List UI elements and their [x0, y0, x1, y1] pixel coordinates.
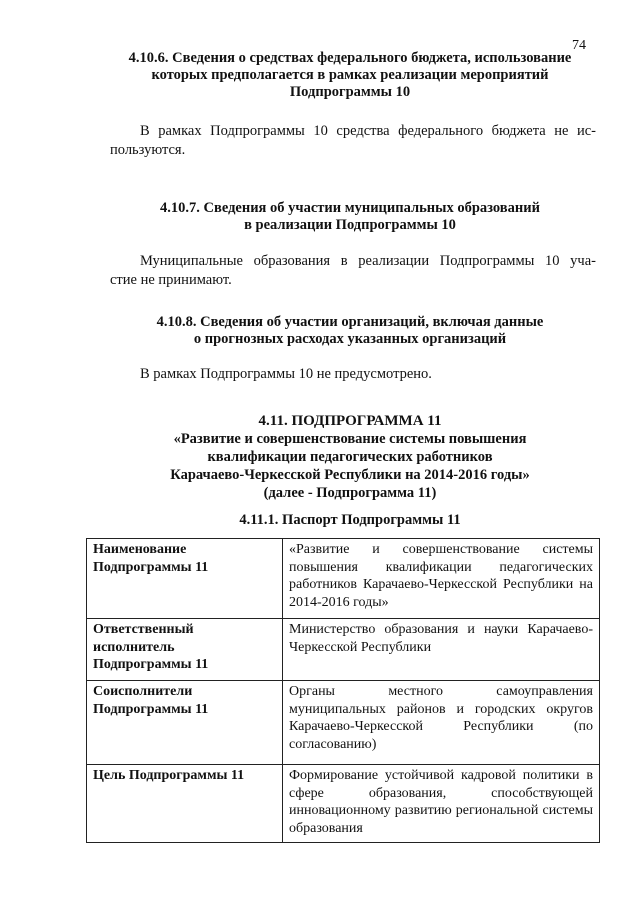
paragraph-line: Муниципальные образования в реализации Подпрограммы 10 уча- — [140, 253, 596, 269]
row-value: Министерство образования и науки Карачаево-Черкесской Республики — [283, 619, 600, 681]
subprogram-11-title-block — [110, 412, 590, 502]
row-label — [87, 765, 283, 843]
row-value: Органы местного самоуправления муниципальных районов и городских округов Карачаево-Черкесской Республики (по согласованию) — [283, 681, 600, 765]
section-4-10-8-text — [110, 365, 596, 384]
section-4-10-6-text — [110, 122, 596, 160]
label-line: Цель Подпрограммы 11 — [93, 768, 245, 783]
row-value: Формирование устойчивой кадровой политики в сфере образования, способствующей инновационному развитию региональной системы образования — [283, 765, 600, 843]
subprogram-subtitle-line: (далее - Подпрограмма 11) — [263, 485, 437, 501]
label-line: Подпрограммы 11 — [93, 559, 209, 575]
heading-line: 4.10.6. Сведения о средствах федерального бюджета, использование — [128, 50, 572, 66]
paragraph-line: пользуются. — [110, 142, 186, 158]
table-row — [87, 539, 600, 619]
section-4-10-8-heading — [110, 314, 590, 348]
heading-line: 4.10.8. Сведения об участии организаций, включая данные — [156, 314, 544, 330]
subprogram-subtitle-line: «Развитие и совершенствование системы повышения — [173, 431, 527, 447]
row-value: «Развитие и совершенствование системы повышения квалификации педагогических работников Карачаево-Черкесской Республики на 2014-2016 годы» — [283, 539, 600, 619]
passport-table — [86, 538, 600, 843]
label-line: Ответственный — [93, 622, 194, 637]
subprogram-subtitle-line: квалификации педагогических работников — [207, 449, 493, 465]
label-line: исполнитель — [93, 639, 175, 655]
heading-line: 4.10.7. Сведения об участии муниципальных образований — [160, 200, 540, 216]
paragraph-line: стие не принимают. — [110, 272, 232, 288]
row-label — [87, 539, 283, 619]
page-number: 74 — [572, 38, 586, 53]
label-line: Соисполнители — [93, 684, 193, 699]
section-4-10-7-text — [110, 252, 596, 290]
heading-line: в реализации Подпрограммы 10 — [244, 217, 456, 233]
row-label — [87, 619, 283, 681]
label-line: Подпрограммы 11 — [93, 701, 209, 717]
table-row — [87, 765, 600, 843]
paragraph-line: В рамках Подпрограммы 10 не предусмотрено. — [140, 366, 432, 382]
table-row — [87, 681, 600, 765]
section-4-10-7-heading — [110, 200, 590, 234]
paragraph-line: В рамках Подпрограммы 10 средства федерального бюджета не ис- — [140, 123, 596, 139]
passport-heading: 4.11.1. Паспорт Подпрограммы 11 — [239, 512, 461, 528]
subprogram-title: 4.11. ПОДПРОГРАММА 11 — [258, 413, 442, 429]
subprogram-subtitle-line: Карачаево-Черкесской Республики на 2014-2016 годы» — [170, 467, 530, 483]
heading-line: о прогнозных расходах указанных организаций — [193, 331, 507, 347]
heading-line: Подпрограммы 10 — [289, 84, 411, 100]
heading-line: которых предполагается в рамках реализации мероприятий — [151, 67, 549, 83]
section-4-10-6-heading — [110, 50, 590, 101]
label-line: Подпрограммы 11 — [93, 657, 209, 672]
table-row — [87, 619, 600, 681]
row-label — [87, 681, 283, 765]
label-line: Наименование — [93, 542, 187, 557]
